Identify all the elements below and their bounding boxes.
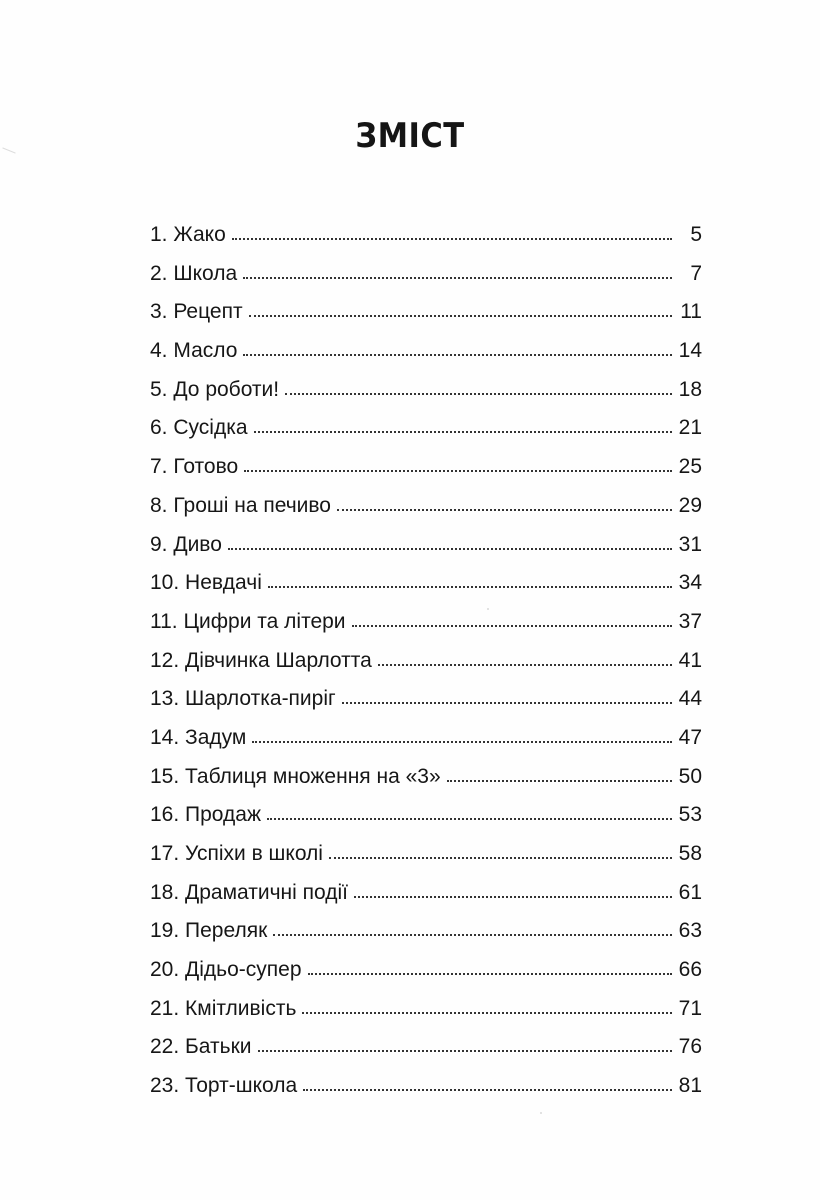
chapter-title: 21. Кмітливість [150, 996, 297, 1020]
page-number: 11 [680, 300, 702, 324]
toc-entry [150, 912, 702, 951]
page-number: 47 [678, 725, 702, 749]
chapter-title: 12. Дівчинка Шарлотта [150, 648, 372, 672]
chapter-title: 2. Школа [150, 261, 238, 285]
chapter-title: 4. Масло [150, 339, 238, 363]
dot-leader [303, 1083, 672, 1091]
page-number: 66 [678, 958, 702, 982]
page-number: 71 [678, 996, 702, 1020]
page-number: 25 [678, 455, 702, 479]
toc-entry [150, 951, 702, 990]
toc-entry [150, 719, 702, 758]
chapter-title: 5. До роботи! [150, 377, 280, 401]
dot-leader [243, 348, 672, 356]
toc-entry [150, 603, 702, 642]
dot-leader [273, 928, 672, 936]
page-number: 81 [678, 1074, 702, 1098]
dot-leader [267, 812, 672, 820]
dot-leader [352, 619, 672, 627]
toc-entry [150, 487, 702, 526]
toc-entry [150, 409, 702, 448]
toc-entry [150, 526, 702, 565]
page-number: 53 [678, 803, 702, 827]
toc-entry [150, 874, 702, 913]
page-number: 63 [678, 919, 702, 943]
toc-entry [150, 796, 702, 835]
page-number: 14 [678, 339, 702, 363]
page-title: ЗМІСТ [355, 115, 465, 156]
chapter-title: 11. Цифри та літери [150, 609, 346, 633]
toc-entry [150, 758, 702, 797]
dot-leader [244, 464, 672, 472]
dot-leader [232, 232, 672, 240]
dot-leader [258, 1044, 672, 1052]
chapter-title: 7. Готово [150, 455, 239, 479]
page-number: 50 [678, 764, 702, 788]
dot-leader [342, 696, 672, 704]
toc-entry [150, 255, 702, 294]
chapter-title: 23. Торт-школа [150, 1074, 298, 1098]
toc-entry [150, 332, 702, 371]
toc-entry [150, 293, 702, 332]
chapter-title: 20. Дідьо-супер [150, 958, 302, 982]
toc-entry [150, 1028, 702, 1067]
dot-leader [249, 309, 672, 317]
page-number: 37 [678, 609, 702, 633]
chapter-title: 17. Успіхи в школі [150, 842, 323, 865]
dot-leader [337, 503, 672, 511]
chapter-title: 14. Задум [150, 725, 247, 749]
toc-entry [150, 564, 702, 603]
page-number: 21 [678, 416, 702, 440]
dot-leader [302, 1006, 672, 1014]
page-number: 58 [678, 842, 702, 865]
chapter-title: 10. Невдачі [150, 571, 262, 595]
toc-entry [150, 990, 702, 1029]
toc-entry [150, 1067, 702, 1106]
toc-entry [150, 371, 702, 410]
paper-speck [540, 1112, 542, 1114]
page-number: 29 [678, 493, 702, 517]
dot-leader [254, 425, 672, 433]
chapter-title: 22. Батьки [150, 1035, 252, 1059]
page-number: 5 [690, 223, 702, 246]
page-number: 44 [678, 687, 702, 711]
page-number: 34 [678, 571, 702, 595]
toc-entry [150, 680, 702, 719]
dot-leader [354, 890, 672, 898]
chapter-title: 18. Драматичні події [150, 880, 348, 904]
page-number: 7 [690, 261, 702, 285]
dot-leader [329, 851, 672, 859]
dot-leader [252, 735, 672, 743]
page-number: 41 [678, 648, 702, 672]
page-number: 18 [678, 377, 702, 401]
table-of-contents [150, 216, 702, 1106]
chapter-title: 6. Сусідка [150, 416, 248, 440]
paper-edge-mark [2, 147, 15, 153]
page-number: 61 [678, 880, 702, 904]
chapter-title: 1. Жако [150, 223, 226, 246]
dot-leader [243, 271, 672, 279]
toc-entry [150, 835, 702, 874]
page-number: 76 [678, 1035, 702, 1059]
toc-entry [150, 448, 702, 487]
toc-entry [150, 642, 702, 681]
toc-entry [150, 216, 702, 255]
page-number: 31 [678, 532, 702, 556]
dot-leader [378, 658, 672, 666]
dot-leader [447, 774, 672, 782]
chapter-title: 3. Рецепт [150, 300, 243, 324]
dot-leader [285, 387, 672, 395]
dot-leader [308, 967, 672, 975]
dot-leader [228, 542, 672, 550]
dot-leader [268, 580, 672, 588]
chapter-title: 9. Диво [150, 532, 222, 556]
chapter-title: 13. Шарлотка-пиріг [150, 687, 336, 711]
chapter-title: 15. Таблиця множення на «3» [150, 764, 441, 788]
chapter-title: 16. Продаж [150, 803, 261, 827]
chapter-title: 19. Переляк [150, 919, 268, 943]
chapter-title: 8. Гроші на печиво [150, 493, 331, 517]
